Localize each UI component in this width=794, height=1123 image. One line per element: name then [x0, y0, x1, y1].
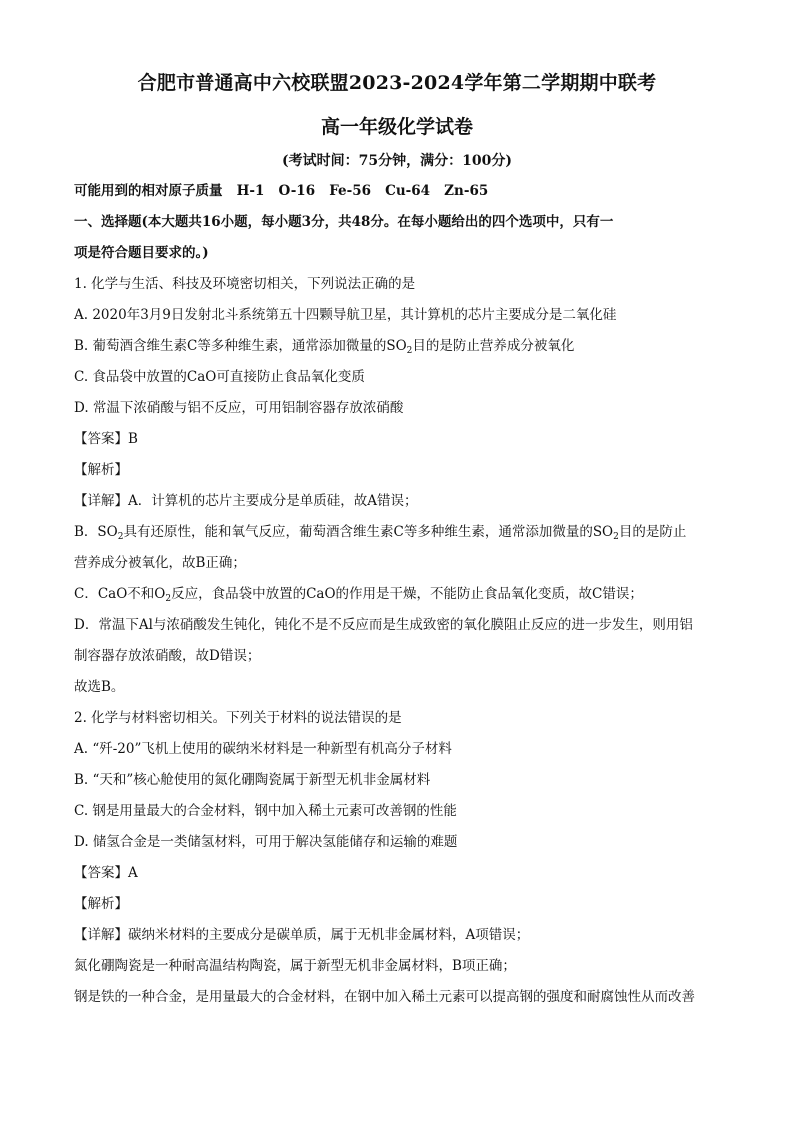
- q2-option-b: B. “天和”核心舱使用的氮化硼陶瓷属于新型无机非金属材料: [74, 772, 431, 788]
- q1-option-d: D. 常温下浓硝酸与铝不反应，可用铝制容器存放浓硝酸: [74, 400, 404, 416]
- q2-detail-3: 钢是铁的一种合金，是用量最大的合金材料，在钢中加入稀土元素可以提高钢的强度和耐腐蚀性从而改善: [74, 989, 695, 1005]
- q1-conclusion: 故选B。: [74, 679, 125, 695]
- q2-detail-1: 【详解】碳纳米材料的主要成分是碳单质，属于无机非金属材料，A项错误；: [74, 927, 530, 943]
- q1-analysis-label: 【解析】: [74, 462, 128, 478]
- q1-option-b: B. 葡萄酒含维生素C等多种维生素，通常添加微量的$SO_2$目的是防止营养成分被氧化: [74, 338, 575, 356]
- q2-analysis-label: 【解析】: [74, 896, 128, 912]
- q1-detail-d1: D．常温下Al与浓硝酸发生钝化，钝化不是不反应而是生成致密的氧化膜阻止反应的进一步发生，则用铝: [74, 617, 693, 633]
- exam-subtitle: 高一年级化学试卷: [320, 116, 473, 138]
- exam-info: (考试时间：75分钟，满分：100分): [282, 153, 512, 169]
- q1-detail-a: 【详解】A．计算机的芯片主要成分是单质硅，故A错误；: [74, 493, 418, 509]
- q1-detail-b1: B．$SO_2$具有还原性，能和氧气反应，葡萄酒含维生素C等多种维生素，通常添加微量的$SO_2$目的是防止: [74, 524, 687, 542]
- q2-answer: 【答案】A: [74, 865, 138, 881]
- q1-detail-d2: 制容器存放浓硝酸，故D错误；: [74, 648, 261, 664]
- q1-detail-b2: 营养成分被氧化，故B正确；: [74, 555, 246, 571]
- exam-title: 合肥市普通高中六校联盟2023-2024学年第二学期期中联考: [137, 72, 657, 94]
- q2-option-c: C. 钢是用量最大的合金材料，钢中加入稀土元素可改善钢的性能: [74, 803, 457, 819]
- atomic-masses: 可能用到的相对原子质量 H-1 O-16 Fe-56 Cu-64 Zn-65: [74, 183, 489, 199]
- q2-stem: 2. 化学与材料密切相关。下列关于材料的说法错误的是: [74, 710, 402, 726]
- q2-option-d: D. 储氢合金是一类储氢材料，可用于解决氢能储存和运输的难题: [74, 834, 458, 850]
- section1-heading-line2: 项是符合题目要求的。): [74, 245, 209, 261]
- q1-answer: 【答案】B: [74, 431, 138, 447]
- section1-heading-line1: 一、选择题(本大题共16小题，每小题3分，共48分。在每小题给出的四个选项中，只有一: [74, 214, 614, 230]
- q1-detail-c: C．CaO不和$O_2$反应，食品袋中放置的CaO的作用是干燥，不能防止食品氧化变质，故C错误；: [74, 586, 643, 604]
- q2-detail-2: 氮化硼陶瓷是一种耐高温结构陶瓷，属于新型无机非金属材料，B项正确；: [74, 958, 516, 974]
- q1-option-a: A. 2020年3月9日发射北斗系统第五十四颗导航卫星，其计算机的芯片主要成分是二氧化硅: [74, 307, 617, 323]
- q1-stem: 1. 化学与生活、科技及环境密切相关，下列说法正确的是: [74, 276, 416, 292]
- q2-option-a: A. “歼-20”飞机上使用的碳纳米材料是一种新型有机高分子材料: [74, 741, 452, 757]
- q1-option-c: C. 食品袋中放置的CaO可直接防止食品氧化变质: [74, 369, 365, 385]
